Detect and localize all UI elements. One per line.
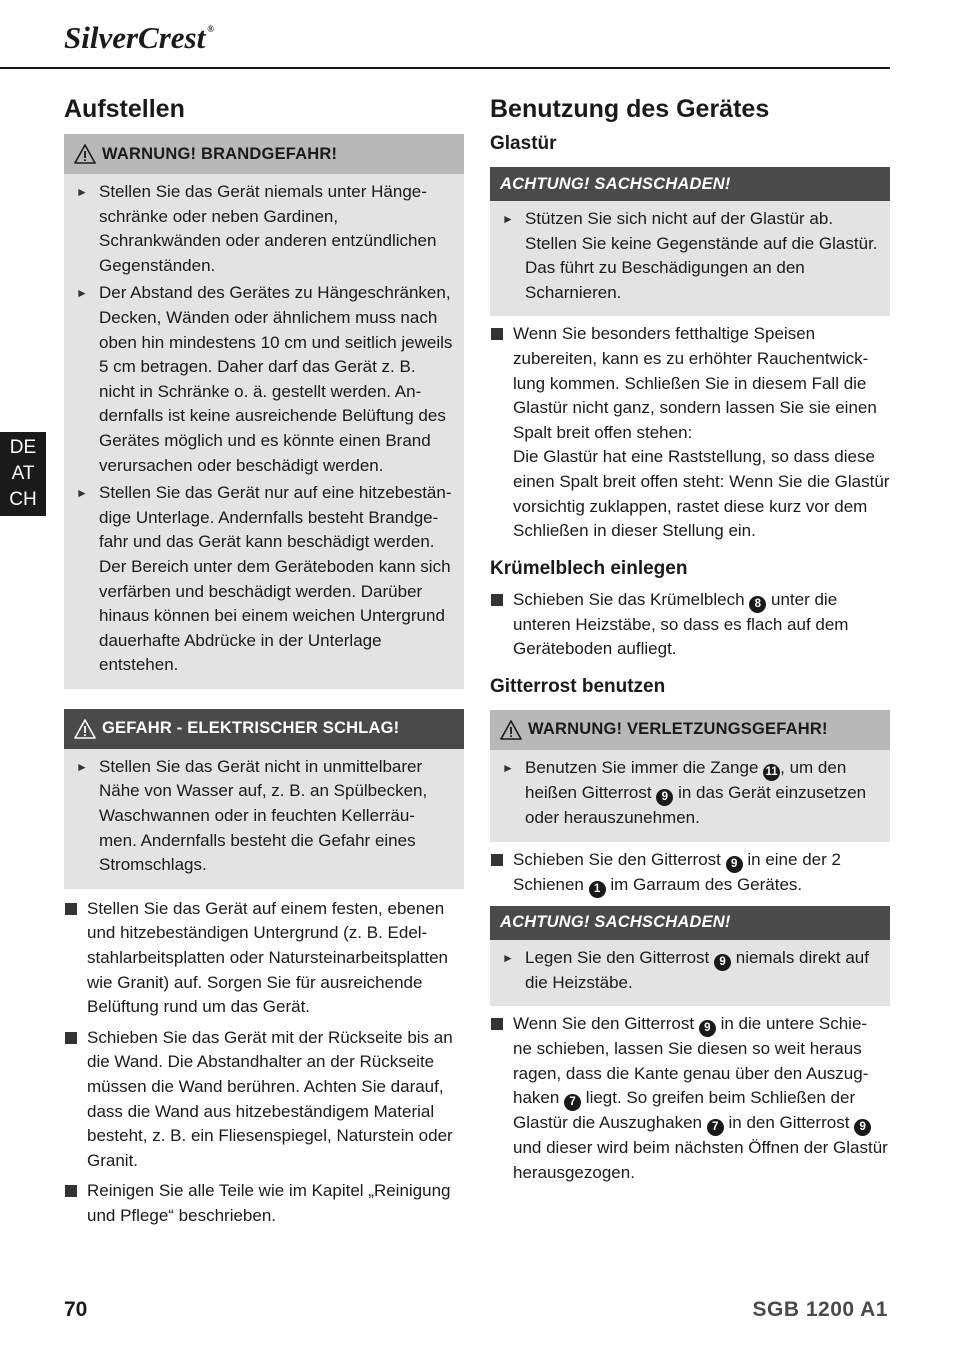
square-bullet-icon <box>490 588 513 662</box>
bullet-item: Wenn Sie den Gitterrost 9 in die untere Schie- ne schieben, lassen Sie diesen so weit heraus ragen, dass die Kante genau über den Auszug- haken 7 liegt. So greifen beim Schließen der Glastür die Auszughaken 7 in den Gitterrost 9 und dieser wird beim nächsten Öffnen der Glastür herausgezogen. <box>490 1012 890 1185</box>
header-rule <box>0 67 890 69</box>
square-bullet-icon <box>490 1012 513 1185</box>
square-bullet-icon <box>64 1179 87 1228</box>
part-number-badge: 9 <box>699 1020 716 1037</box>
lang-ch: CH <box>9 489 37 510</box>
caution-item: ► Legen Sie den Gitterrost 9 niemals direkt auf die Heizstäbe. <box>502 946 880 996</box>
bullet-item: Schieben Sie das Krümelblech 8 unter die unteren Heizstäbe, so dass es flach auf dem Geräteboden aufliegt. <box>490 588 890 662</box>
square-bullet-icon <box>490 848 513 898</box>
arrow-icon: ► <box>76 185 88 199</box>
caution-box-glastuer <box>490 167 890 316</box>
warning-triangle-icon <box>74 144 96 164</box>
setup-bullets <box>64 897 464 1229</box>
part-number-badge: 11 <box>763 764 780 781</box>
arrow-icon: ► <box>76 486 88 501</box>
arrow-icon: ► <box>502 950 514 965</box>
left-column <box>64 92 464 1229</box>
caution-heading: ACHTUNG! SACHSCHADEN! <box>490 167 890 201</box>
warning-heading-text: WARNUNG! BRANDGEFAHR! <box>102 144 338 163</box>
warning-item: ► Stellen Sie das Gerät nicht in unmittelbarer Nähe von Wasser auf, z. B. an Spülbecken, Waschwannen oder in feuchten Kellerräu- men. Andernfalls besteht die Gefahr eines Stromschlags. <box>76 755 454 878</box>
bullet-item: Stellen Sie das Gerät auf einem festen, ebenen und hitzebeständigen Untergrund (z. B. Edel- stahlarbeitsplatten oder Natursteinarbeitsplatten wie Granit) auf. Sorgen Sie für ausreichende Belüftung rund um das Gerät. <box>64 897 464 1020</box>
bullet-item: Schieben Sie das Gerät mit der Rückseite bis an die Wand. Die Abstandhalter an der Rückseite müssen die Wand berühren. Achten Sie darauf, dass die Wand aus hitzebeständigem Material besteht, z. B. ein Fliesenspiegel, Naturstein oder Granit. <box>64 1026 464 1174</box>
brand-logo <box>64 20 214 56</box>
warning-heading-injury <box>490 710 890 750</box>
warning-item: ► Der Abstand des Gerätes zu Hängeschränken, Decken, Wänden oder ähnlichem muss nach oben hin mindestens 10 cm und seitlich jeweils 5 cm betragen. Daher darf das Gerät z. B. nicht in Schränke o. ä. gestellt werden. An- dernfalls ist keine ausreichende Belüftung des Gerätes möglich und es könnte einen Brand verursachen oder beschädigt werden. <box>76 281 454 478</box>
page-number: 70 <box>64 1298 88 1321</box>
part-number-badge: 8 <box>749 596 766 613</box>
arrow-icon: ► <box>502 760 514 775</box>
subheading-kruemelblech: Krümelblech einlegen <box>490 557 688 579</box>
caution-box-gitterrost <box>490 906 890 1007</box>
warning-heading-text: WARNUNG! VERLETZUNGSGEFAHR! <box>528 720 828 739</box>
warning-box-electric <box>64 709 464 889</box>
right-column <box>490 92 890 1185</box>
language-tab <box>0 432 46 516</box>
brand-name: SilverCrest <box>64 20 206 55</box>
warning-item: ► Stellen Sie das Gerät niemals unter Hänge- schränke oder neben Gardinen, Schrankwänden oder anderen entzündlichen Gegenständen. <box>76 180 454 278</box>
part-number-badge: 9 <box>726 856 743 873</box>
bullet-item: Schieben Sie den Gitterrost 9 in eine der 2 Schienen 1 im Garraum des Gerätes. <box>490 848 890 898</box>
warning-triangle-icon <box>74 719 96 739</box>
part-number-badge: 9 <box>656 789 673 806</box>
model-number: SGB 1200 A1 <box>752 1298 888 1321</box>
subheading-glastuer: Glastür <box>490 133 557 154</box>
caution-item: ► Stützen Sie sich nicht auf der Glastür ab. Stellen Sie keine Gegenstände auf die Glastür. Das führt zu Beschädigungen an den Scharnieren. <box>502 207 880 305</box>
part-number-badge: 7 <box>707 1119 724 1136</box>
section-title-aufstellen: Aufstellen <box>64 95 185 123</box>
warning-heading-text: GEFAHR - ELEKTRISCHER SCHLAG! <box>102 719 400 738</box>
bullet-item: Reinigen Sie alle Teile wie im Kapitel „Reinigung und Pflege“ beschrieben. <box>64 1179 464 1228</box>
subheading-gitterrost: Gitterrost benutzen <box>490 675 666 697</box>
registered-mark: ® <box>207 24 214 34</box>
part-number-badge: 9 <box>854 1119 871 1136</box>
arrow-icon: ► <box>76 759 88 774</box>
warning-heading-fire <box>64 134 464 174</box>
section-title-benutzung: Benutzung des Gerätes <box>490 95 770 123</box>
warning-box-injury <box>490 710 890 842</box>
part-number-badge: 9 <box>714 954 731 971</box>
warning-item: ► Benutzen Sie immer die Zange 11 , um den heißen Gitterrost 9 in das Gerät einzusetzen oder herauszunehmen. <box>502 756 880 831</box>
square-bullet-icon <box>490 322 513 543</box>
square-bullet-icon <box>64 897 87 1020</box>
warning-triangle-icon <box>500 720 522 740</box>
part-number-badge: 7 <box>564 1094 581 1111</box>
part-number-badge: 1 <box>589 881 606 898</box>
warning-box-fire <box>64 134 464 689</box>
square-bullet-icon <box>64 1026 87 1174</box>
lang-at: AT <box>11 463 35 484</box>
arrow-icon: ► <box>502 212 514 226</box>
warning-item: ► Stellen Sie das Gerät nur auf eine hitzebestän- dige Unterlage. Andernfalls besteht Brandge- fahr und das Gerät kann beschädigt werden. Der Bereich unter dem Geräteboden kann sich verfärben und beschädigt werden. Darüber hinaus können bei einem weichen Untergrund dauerhafte Abdrücke in der Unterlage entstehen. <box>76 481 454 678</box>
arrow-icon: ► <box>76 286 88 301</box>
lang-de: DE <box>9 437 37 458</box>
caution-heading: ACHTUNG! SACHSCHADEN! <box>490 906 890 940</box>
bullet-item: Wenn Sie besonders fetthaltige Speisen zubereiten, kann es zu erhöhter Rauchentwick- lung kommen. Schließen Sie in diesem Fall die Glastür nicht ganz, sondern lassen Sie sie einen Spalt breit offen stehen: Die Glastür hat eine Raststellung, so dass diese einen Spalt breit offen steht: Wenn Sie die Glastür vorsichtig zuklappen, rastet diese kurz vor dem Schließen in dieser Stellung ein. <box>490 322 890 543</box>
warning-heading-electric <box>64 709 464 749</box>
